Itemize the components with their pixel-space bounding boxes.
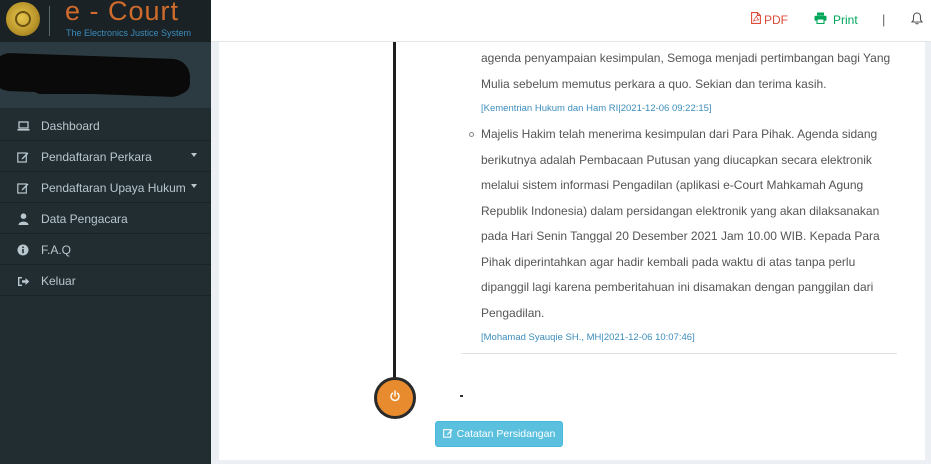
- brand-divider: [49, 6, 50, 36]
- sidebar-item-label: Dashboard: [41, 119, 100, 133]
- redacted-user-info: [30, 72, 190, 94]
- timeline-entry: [481, 46, 897, 116]
- power-off-icon: [389, 389, 401, 407]
- laptop-icon: [16, 119, 30, 133]
- edit-icon: [16, 181, 30, 195]
- bell-icon[interactable]: [911, 12, 923, 30]
- entry-text-line: Republik Indonesia) dalam persidangan elektronik yang akan dilaksanakan: [481, 203, 880, 218]
- pdf-button[interactable]: [751, 12, 788, 27]
- entry-text-line: pada Hari Senin Tanggal 20 Desember 2021 Jam 10.00 WIB. Kepada Para: [481, 229, 880, 243]
- timeline-end-marker: [374, 377, 416, 419]
- entry-text-line: Pihak diperintahkan agar hadir kembali pada waktu di atas tanpa perlu: [481, 254, 856, 269]
- top-navbar: [211, 0, 931, 42]
- sign-out-icon: [16, 274, 30, 288]
- navbar-separator: |: [882, 12, 886, 27]
- edit-icon: [16, 150, 30, 164]
- timeline-line: [393, 42, 396, 379]
- sidebar-item-label: Keluar: [41, 274, 76, 288]
- caret-down-icon: [191, 153, 197, 157]
- file-pdf-icon: [751, 12, 761, 27]
- entry-author-timestamp: [Kementrian Hukum dan Ham RI|2021-12-06 09:22:15]: [481, 103, 712, 114]
- list-bullet-icon: [469, 132, 474, 137]
- sidebar-item-faq[interactable]: [0, 234, 211, 265]
- sidebar: [0, 0, 211, 464]
- sidebar-item-pendaftaran-upaya-hukum[interactable]: [0, 172, 211, 203]
- sidebar-item-label: Data Pengacara: [41, 212, 128, 226]
- user-icon: [16, 212, 30, 226]
- brand-title: e - Court: [65, 0, 180, 26]
- sidebar-item-data-pengacara[interactable]: [0, 203, 211, 234]
- end-text-dot: [460, 395, 463, 397]
- print-label: Print: [833, 12, 858, 27]
- catatan-persidangan-label: Catatan Persidangan: [456, 428, 556, 440]
- entry-text-line: Pengadilan.: [481, 305, 545, 320]
- entry-text-line: melalui sistem informasi Pengadilan (aplikasi e-Court Mahkamah Agung: [481, 178, 864, 192]
- sidebar-menu: [0, 110, 211, 296]
- entry-text-line: Mulia sebelum memutus perkara a quo. Sekian dan terima kasih.: [481, 76, 827, 91]
- timeline-entry: [481, 122, 897, 345]
- entry-author-timestamp: [Mohamad Syauqie SH., MH|2021-12-06 10:07:46]: [481, 332, 695, 343]
- case-timeline-panel: [219, 42, 925, 460]
- sidebar-item-keluar[interactable]: [0, 265, 211, 296]
- entry-text-line: berikutnya adalah Pembacaan Putusan yang diucapkan secara elektronik: [481, 152, 872, 167]
- pdf-label: PDF: [764, 12, 788, 27]
- print-icon: [814, 12, 827, 27]
- user-panel: [0, 42, 211, 108]
- sidebar-item-label: Pendaftaran Perkara: [41, 150, 152, 164]
- sidebar-item-pendaftaran-perkara[interactable]: [0, 141, 211, 172]
- print-button[interactable]: [814, 12, 858, 27]
- info-circle-icon: [16, 243, 30, 257]
- caret-down-icon: [191, 184, 197, 188]
- sidebar-item-label: Pendaftaran Upaya Hukum: [41, 181, 186, 195]
- entry-text-line: dipanggil lagi karena pemberitahuan ini disamakan dengan panggilan dari: [481, 280, 874, 294]
- catatan-persidangan-button[interactable]: [435, 421, 563, 447]
- edit-icon: [443, 428, 453, 441]
- entry-text-line: Majelis Hakim telah menerima kesimpulan dari Para Pihak. Agenda sidang: [481, 127, 878, 141]
- sidebar-item-label: F.A.Q: [41, 243, 72, 257]
- court-seal-logo: [6, 2, 40, 36]
- entry-text-line: agenda penyampaian kesimpulan, Semoga menjadi pertimbangan bagi Yang: [481, 51, 891, 65]
- brand-subtitle: The Electronics Justice System: [66, 28, 192, 38]
- entry-divider: [461, 353, 897, 354]
- sidebar-item-dashboard[interactable]: [0, 110, 211, 141]
- brand-header[interactable]: [0, 0, 211, 42]
